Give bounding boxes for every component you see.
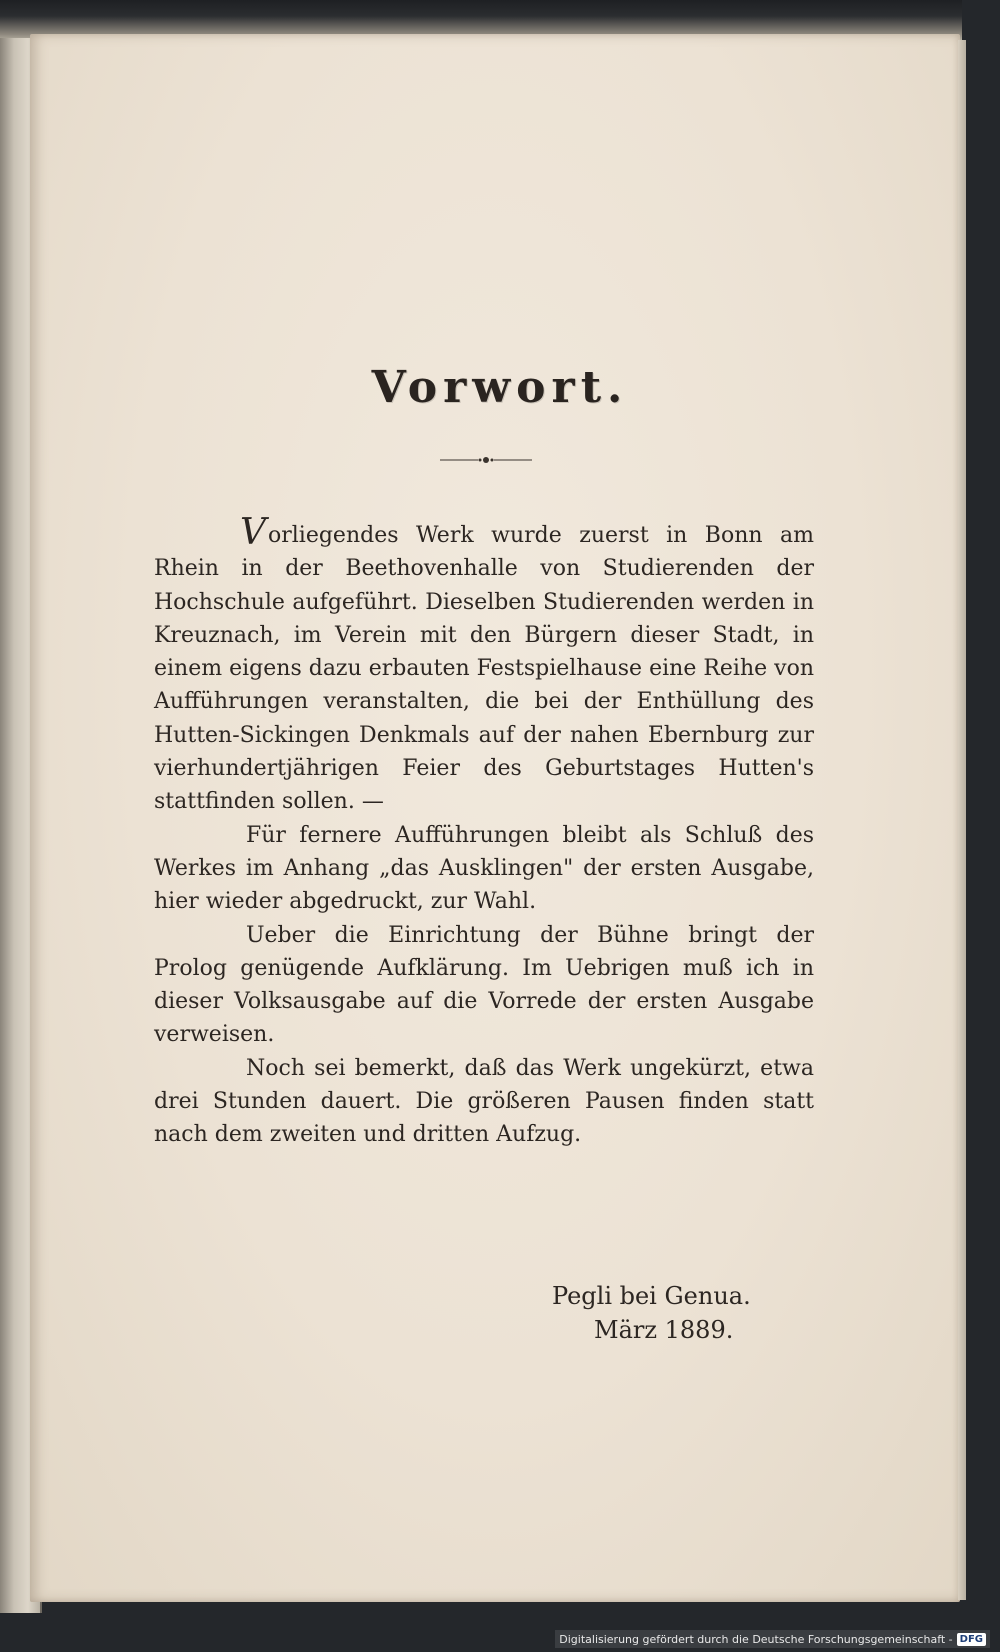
drop-cap: V — [240, 512, 266, 553]
preface-text — [154, 512, 814, 1152]
footer-text: Digitalisierung gefördert durch die Deutsche Forschungsgemeinschaft - — [559, 1632, 953, 1646]
paragraph-1 — [154, 512, 814, 819]
digitization-footer — [555, 1630, 990, 1648]
paragraph-4: Noch sei bemerkt, daß das Werk ungekürzt, etwa drei Stunden dauert. Die größeren Pausen finden statt nach dem zweiten und dritten Aufzug. — [154, 1055, 814, 1148]
paragraph-3: Ueber die Einrichtung der Bühne bringt der Prolog genügende Aufklärung. Im Uebrigen muß ich in dieser Volksausgabe auf die Vorrede der ersten Ausgabe verweisen. — [154, 922, 814, 1048]
page-fore-edge — [958, 40, 966, 1600]
signature-date: März 1889. — [594, 1316, 734, 1344]
dfg-logo: DFG — [957, 1633, 986, 1646]
paragraph-2: Für fernere Aufführungen bleibt als Schluß des Werkes im Anhang „das Ausklingen" der ersten Ausgabe, hier wieder abgedruckt, zur Wahl. — [154, 822, 814, 915]
signature-place: Pegli bei Genua. — [552, 1282, 751, 1310]
divider-ornament — [440, 454, 532, 466]
page-title: Vorwort. — [371, 362, 629, 413]
paragraph-1-text: orliegendes Werk wurde zuerst in Bonn am Rhein in der Beethovenhalle von Studierenden der Hochschule aufgeführt. Dieselben Studierenden werden in Kreuznach, im Verein mit den Bürgern dieser Stadt, in einem eigens dazu erbauten Festspielhause eine Reihe von Aufführungen veranstalten, die bei der Enthüllung des Hutten-Sickingen Denkmals auf der nahen Ebernburg zur vierhundertjährigen Feier des Geburtstages Hutten's stattfinden sollen. — — [154, 523, 814, 815]
